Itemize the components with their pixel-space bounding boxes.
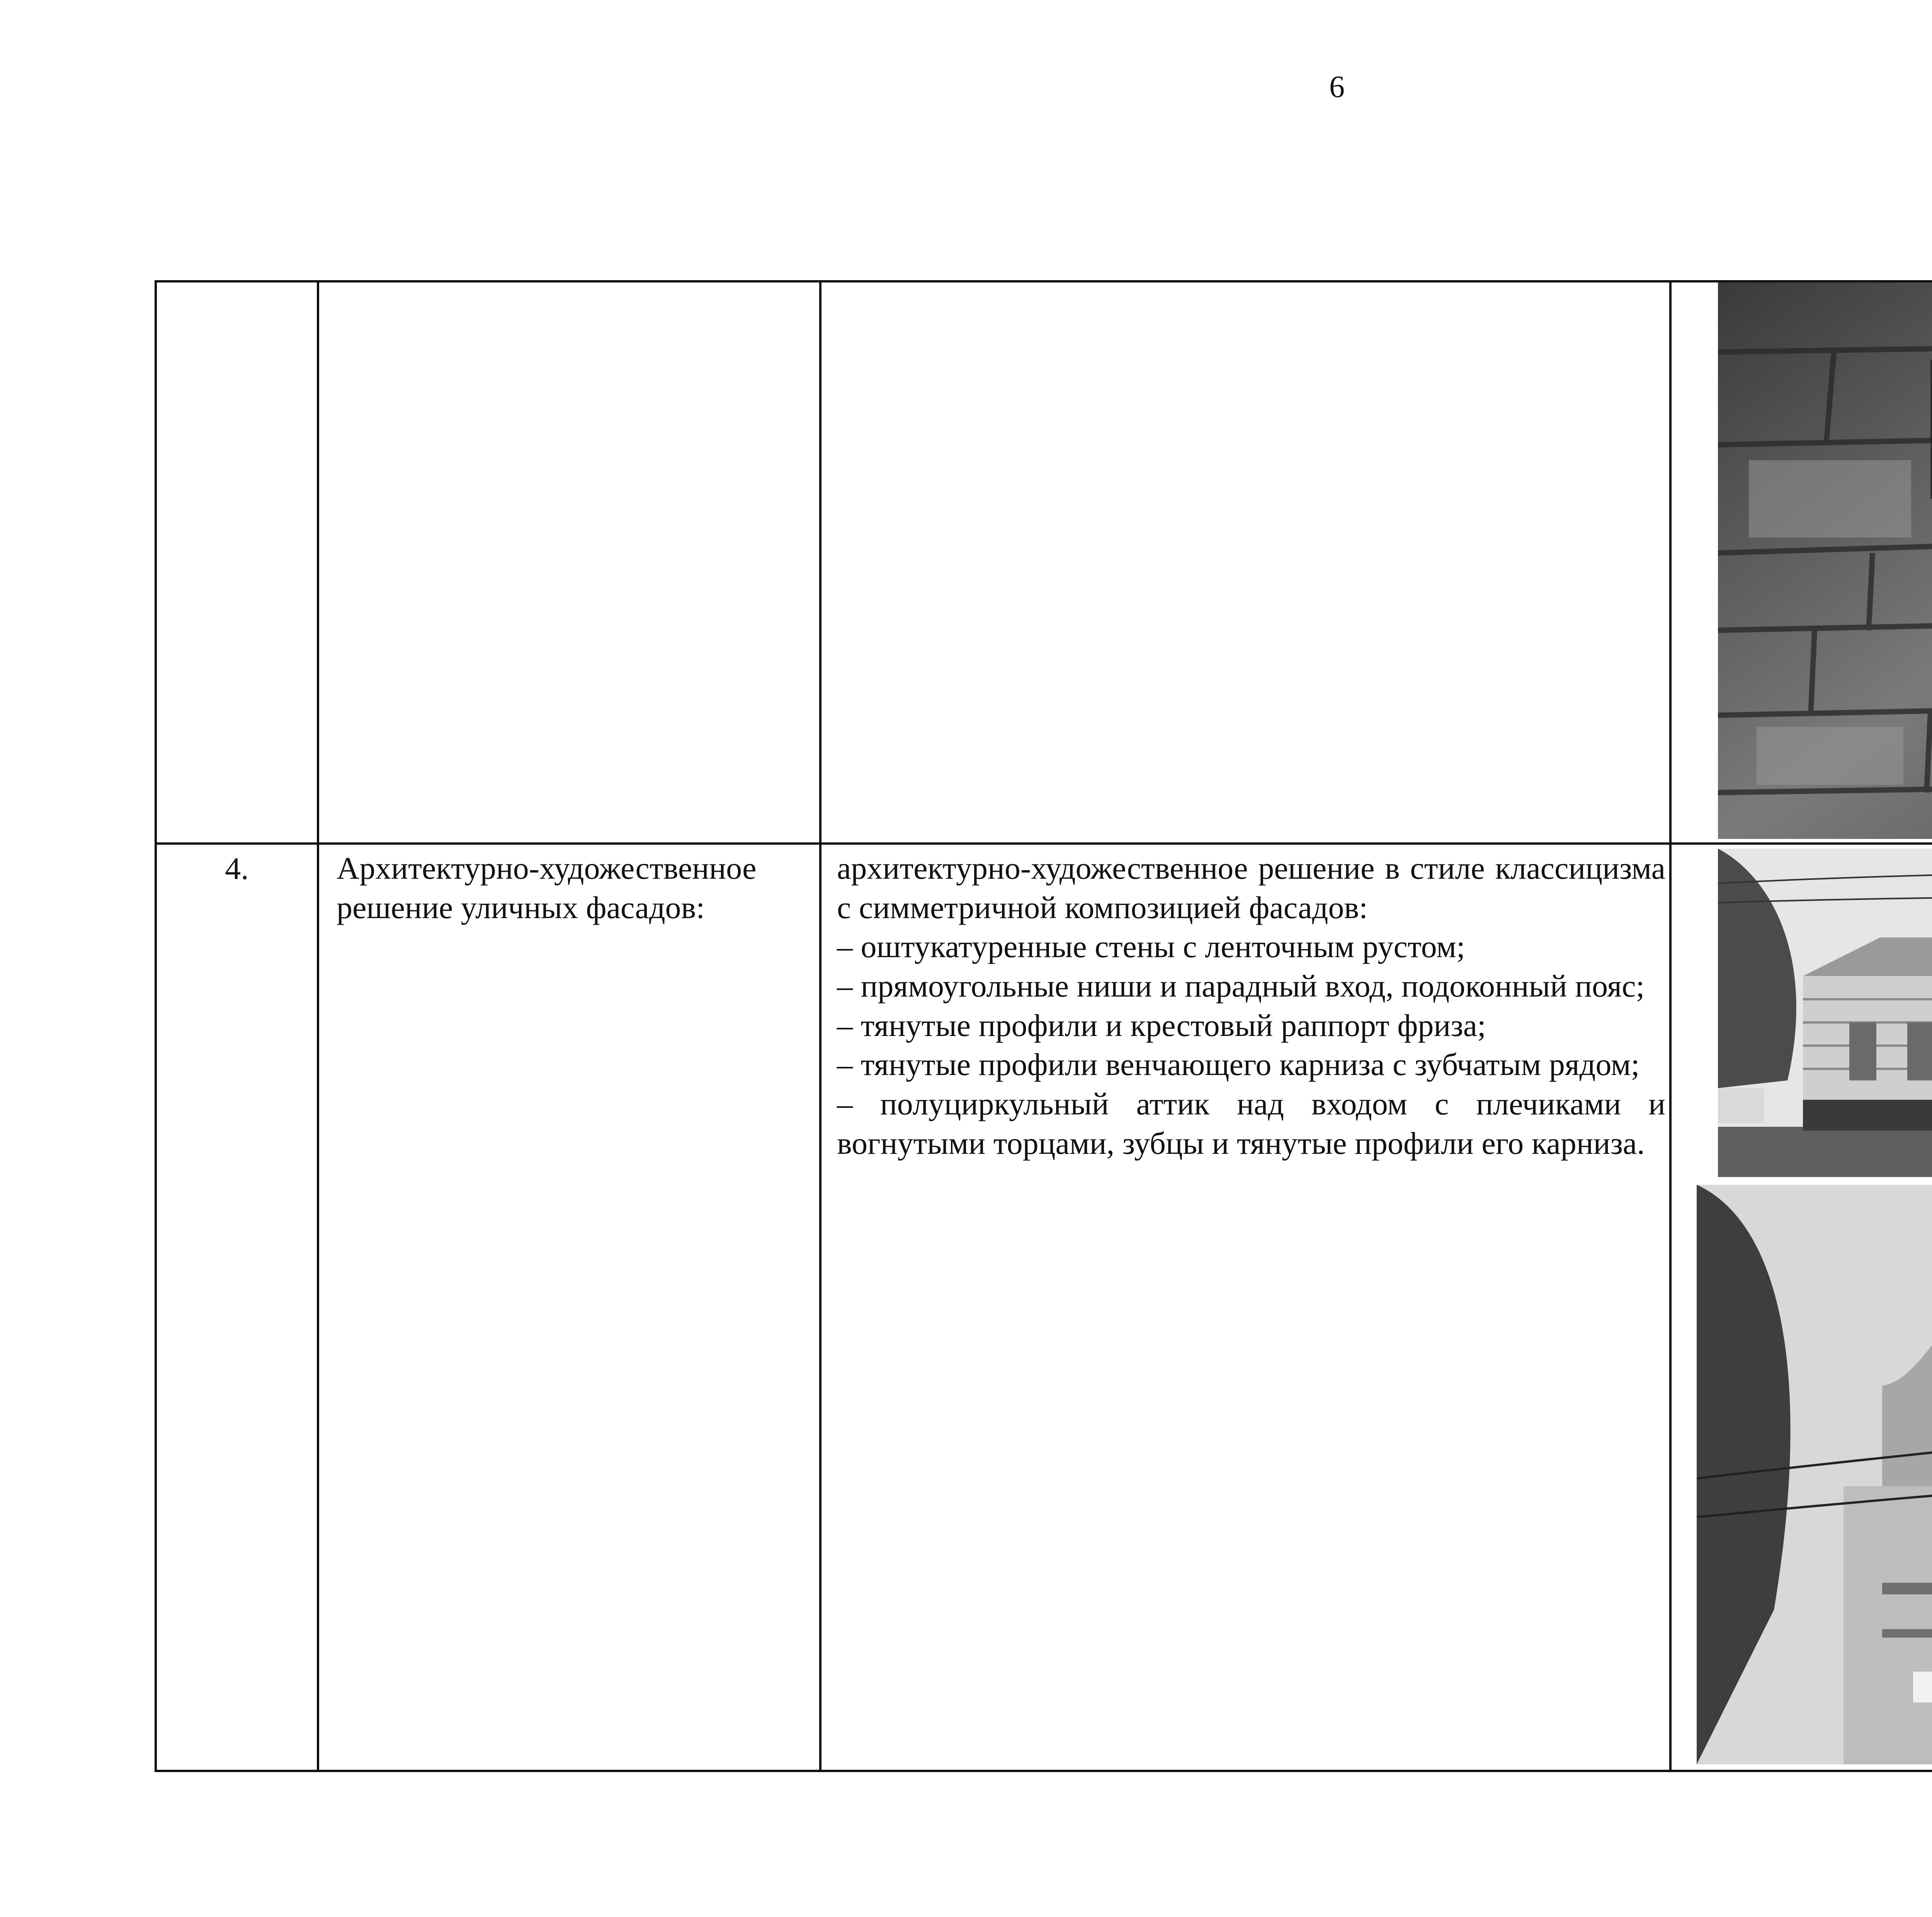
table-row xyxy=(156,844,1932,1771)
table-row xyxy=(156,281,1932,844)
page-number: 6 xyxy=(1329,70,1345,104)
row-photo-cell xyxy=(1670,844,1932,1771)
description-line: – оштукатуренные стены с ленточным рустом; xyxy=(837,929,1465,964)
semicircular-attic-photo xyxy=(1697,1185,1932,1764)
row-description-cell xyxy=(820,281,1670,844)
brick-wall-photo xyxy=(1718,282,1932,839)
row-name-cell xyxy=(318,281,820,844)
row-photo-cell xyxy=(1670,281,1932,844)
row-description-cell xyxy=(820,844,1670,1771)
description-line: – прямоугольные ниши и парадный вход, подоконный пояс; xyxy=(837,968,1645,1004)
description-line: – тянутые профили и крестовый раппорт фриза; xyxy=(837,1007,1486,1043)
description-line: – полуциркульный аттик над входом с плечиками и вогнутыми торцами, зубцы и тянутые профили его карниза. xyxy=(837,1086,1665,1161)
corner-building-photo xyxy=(1718,849,1932,1177)
row-name-cell: Архитектурно-художественное решение уличных фасадов: xyxy=(318,844,820,1771)
row-number-cell: 4. xyxy=(156,844,318,1771)
description-line: – тянутые профили венчающего карниза с зубчатым рядом; xyxy=(837,1047,1640,1082)
row-number-cell xyxy=(156,281,318,844)
description-line: архитектурно-художественное решение в стиле классицизма с симметричной композицией фасадов: xyxy=(837,850,1665,925)
document-table xyxy=(155,280,1932,1772)
